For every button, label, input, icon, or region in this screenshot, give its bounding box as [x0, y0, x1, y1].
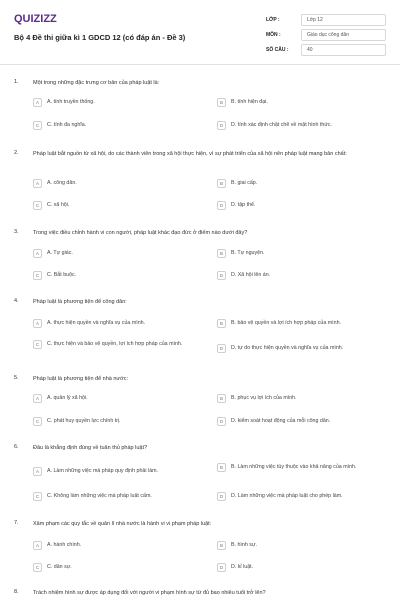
option-b[interactable]	[217, 319, 392, 328]
meta-class-value: Lớp 12	[301, 14, 386, 26]
meta-count-value: 40	[301, 44, 386, 56]
option-a[interactable]	[33, 541, 208, 550]
option-text: C. Không làm những việc mà pháp luật cấm.	[47, 493, 152, 499]
option-c[interactable]	[33, 121, 208, 130]
question-text: Đâu là khẳng định đúng về tuân thủ pháp luật?	[33, 445, 148, 451]
option-text: D. Làm những việc mà pháp luật cho phép làm.	[231, 493, 343, 499]
option-letter-a: A	[33, 98, 42, 107]
meta-class-label: LỚP :	[266, 16, 280, 23]
question-number: 6.	[14, 444, 19, 450]
option-text: A. hành chính.	[47, 542, 82, 548]
meta-subject-value: Giáo dục công dân	[301, 29, 386, 41]
option-text: A. Tự giác.	[47, 250, 73, 256]
question-text: Pháp luật là phương tiện để nhà nước:	[33, 376, 129, 382]
question-8	[14, 589, 386, 600]
logo-text: QUIZIZZ	[14, 13, 57, 25]
option-letter-d: D	[217, 344, 226, 353]
question-number: 8.	[14, 589, 19, 595]
option-text: D. Xã hội lên án.	[231, 272, 271, 278]
option-letter-c: C	[33, 492, 42, 501]
option-b[interactable]	[217, 394, 392, 403]
question-text: Trong việc điều chỉnh hành vi con người, pháp luật khác đạo đức ở điểm nào dưới đây?	[33, 230, 248, 236]
option-a[interactable]	[33, 319, 208, 328]
option-text: D. tập thể.	[231, 202, 256, 208]
option-d[interactable]	[217, 563, 392, 572]
option-text: B. giai cấp.	[231, 180, 258, 186]
option-letter-a: A	[33, 319, 42, 328]
question-6	[14, 444, 386, 510]
quizizz-logo	[14, 11, 58, 25]
option-b[interactable]	[217, 249, 392, 258]
option-text: C. tính đa nghĩa.	[47, 122, 87, 128]
option-text: A. thực hiện quyền và nghĩa vụ của mình.	[47, 320, 146, 326]
question-text: Trách nhiệm hình sự được áp dụng đối với người vi phạm hình sự từ đủ bao nhiêu tuổi trở lên?	[33, 590, 266, 596]
meta-count-row	[266, 42, 386, 57]
option-text: D. tự do thực hiện quyền và nghĩa vụ của mình.	[231, 345, 344, 351]
question-text: Một trong những đặc trưng cơ bản của pháp luật là:	[33, 80, 160, 86]
option-d[interactable]	[217, 344, 392, 353]
option-letter-c: C	[33, 271, 42, 280]
option-letter-b: B	[217, 179, 226, 188]
meta-class-row	[266, 12, 386, 27]
option-letter-a: A	[33, 249, 42, 258]
question-1	[14, 79, 386, 139]
option-letter-c: C	[33, 201, 42, 210]
option-text: B. Làm những việc tùy thuộc vào khả năng của mình.	[231, 464, 357, 470]
question-text: Xâm phạm các quy tắc về quản lí nhà nước là hành vi vi phạm pháp luật:	[33, 521, 212, 527]
question-number: 3.	[14, 229, 19, 235]
page-title: Bộ 4 Đề thi giữa kì 1 GDCD 12 (có đáp án - Đề 3)	[14, 33, 186, 42]
question-number: 7.	[14, 520, 19, 526]
option-letter-b: B	[217, 541, 226, 550]
option-text: D. tính xác định chặt chẽ về mặt hình thức.	[231, 122, 333, 128]
option-d[interactable]	[217, 271, 392, 280]
option-letter-d: D	[217, 492, 226, 501]
option-letter-b: B	[217, 249, 226, 258]
option-letter-d: D	[217, 417, 226, 426]
option-text: D. kỉ luật.	[231, 564, 254, 570]
meta-subject-label: MÔN :	[266, 31, 281, 38]
option-letter-b: B	[217, 394, 226, 403]
option-letter-b: B	[217, 319, 226, 328]
question-text: Pháp luật bắt nguồn từ xã hội, do các thành viên trong xã hội thực hiện, vì sự phát triển của xã hội nên pháp luật mang bản chất:	[33, 151, 347, 157]
option-letter-c: C	[33, 121, 42, 130]
question-7	[14, 520, 386, 580]
option-letter-d: D	[217, 201, 226, 210]
option-letter-d: D	[217, 271, 226, 280]
option-a[interactable]	[33, 179, 208, 188]
option-letter-a: A	[33, 541, 42, 550]
option-letter-b: B	[217, 463, 226, 472]
option-a[interactable]	[33, 467, 213, 476]
option-c[interactable]	[33, 340, 203, 349]
meta-subject-row	[266, 27, 386, 42]
question-number: 4.	[14, 298, 19, 304]
option-letter-a: A	[33, 179, 42, 188]
option-text: C. xã hội.	[47, 202, 70, 208]
option-text: B. bảo vệ quyền và lợi ích hợp pháp của mình.	[231, 320, 342, 326]
question-number: 1.	[14, 79, 19, 85]
option-letter-b: B	[217, 98, 226, 107]
option-c[interactable]	[33, 417, 208, 426]
option-a[interactable]	[33, 394, 208, 403]
quizizz-logo-icon	[14, 11, 58, 25]
option-b[interactable]	[217, 463, 392, 472]
option-text: D. kiểm soát hoạt động của mỗi công dân.	[231, 418, 331, 424]
option-text: C. thực hiện và bảo vệ quyền, lợi ích hợp pháp của mình.	[47, 341, 183, 347]
option-text: C. Bắt buộc.	[47, 272, 77, 278]
option-text: B. hình sự.	[231, 542, 257, 548]
option-letter-c: C	[33, 563, 42, 572]
option-letter-c: C	[33, 417, 42, 426]
option-a[interactable]	[33, 98, 208, 107]
option-text: C. dân sự.	[47, 564, 72, 570]
option-text: B. Tự nguyện.	[231, 250, 265, 256]
option-d[interactable]	[217, 121, 392, 130]
option-letter-d: D	[217, 563, 226, 572]
option-a[interactable]	[33, 249, 208, 258]
option-text: B. phục vụ lợi ích của mình.	[231, 395, 297, 401]
option-c[interactable]	[33, 271, 208, 280]
question-4	[14, 298, 386, 366]
question-number: 5.	[14, 375, 19, 381]
option-d[interactable]	[217, 201, 392, 210]
option-letter-a: A	[33, 394, 42, 403]
option-letter-a: A	[33, 467, 42, 476]
meta-panel	[266, 12, 386, 57]
option-text: C. phát huy quyền lực chính trị.	[47, 418, 121, 424]
option-c[interactable]	[33, 492, 208, 501]
option-letter-c: C	[33, 340, 42, 349]
question-3	[14, 229, 386, 289]
option-text: A. tính truyền thống.	[47, 99, 95, 105]
option-c[interactable]	[33, 563, 208, 572]
meta-count-label: SỐ CÂU :	[266, 46, 289, 53]
option-c[interactable]	[33, 201, 208, 210]
option-text: A. quản lý xã hội.	[47, 395, 88, 401]
option-b[interactable]	[217, 98, 392, 107]
header-divider	[0, 64, 400, 65]
question-2	[14, 150, 386, 220]
question-5	[14, 375, 386, 435]
option-b[interactable]	[217, 541, 392, 550]
option-text: A. Làm những việc mà pháp quy định phải làm.	[47, 468, 159, 474]
question-text: Pháp luật là phương tiện để công dân:	[33, 299, 127, 305]
option-d[interactable]	[217, 417, 392, 426]
question-number: 2.	[14, 150, 19, 156]
option-text: A. công dân.	[47, 180, 77, 186]
option-text: B. tính hiện đại.	[231, 99, 268, 105]
option-b[interactable]	[217, 179, 392, 188]
option-letter-d: D	[217, 121, 226, 130]
option-d[interactable]	[217, 492, 392, 501]
